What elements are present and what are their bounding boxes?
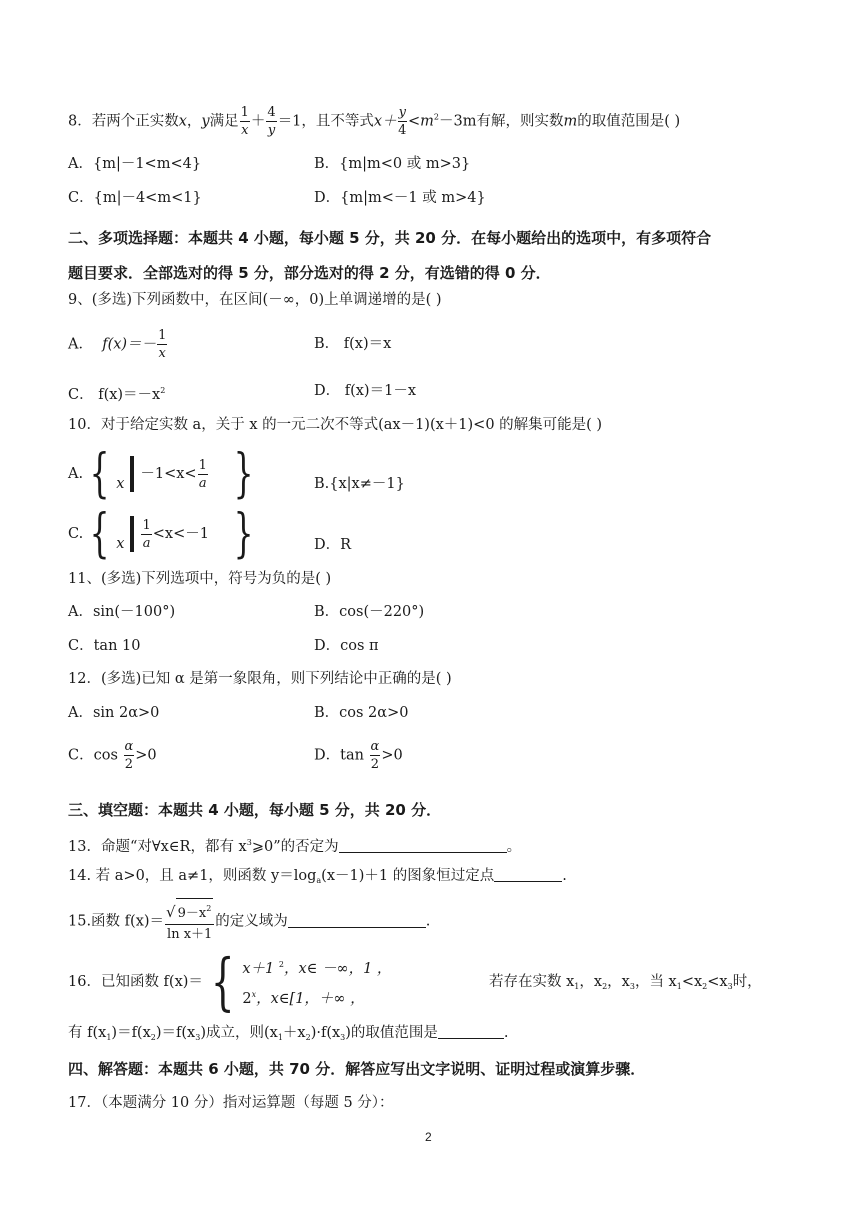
q12-d-frac-num: α (370, 739, 380, 754)
right-brace-icon: } (234, 504, 254, 564)
q11-stem: 11、(多选)下列选项中，符号为负的是( ) (68, 571, 332, 587)
q8-frac-4y-num: 4 (267, 105, 276, 120)
q8-frac-4y (266, 104, 276, 139)
q8-option-b: B．{m|m<0 或 m>3} (314, 156, 471, 172)
q8-option-d: D．{m|m<－1 或 m>4} (314, 190, 486, 206)
q16-l2g: )的取值范围是 (345, 1025, 438, 1041)
q16-sub-t2: 2 (305, 1033, 311, 1042)
q9-option-c-text: C． f(x)＝－x (68, 387, 161, 403)
q12-option-c-frac (124, 738, 135, 773)
right-brace-icon: } (233, 444, 254, 504)
q8-option-c: C．{m|－4<m<1} (68, 190, 202, 206)
q10-option-c-label: C. (68, 526, 84, 542)
q8-frac-1x-num: 1 (240, 105, 249, 120)
q8-plus: ＋ (250, 113, 266, 130)
q8-frac-1x-den: x (241, 123, 249, 138)
q12-option-c (68, 738, 157, 773)
q8-var-x: x (178, 113, 187, 130)
q9-option-a (68, 327, 168, 362)
q9-frac-num: 1 (158, 328, 167, 343)
q14-text-rest: (x－1)＋1 的图象恒过定点 (321, 868, 495, 884)
q9-frac-den: x (158, 346, 166, 361)
q16-l2e: ＋x (282, 1025, 306, 1041)
q12-c-frac-num: α (124, 739, 134, 754)
q14-end: . (562, 868, 567, 884)
q14-answer-blank[interactable] (494, 866, 562, 882)
q17-stem: 17．（本题满分 10 分）指对运算题（每题 5 分）： (68, 1095, 394, 1111)
left-brace-icon: { (89, 444, 110, 504)
q8-frac-y4 (398, 104, 407, 139)
q15-answer-blank[interactable] (288, 912, 426, 928)
q8-text-b: 满足 (209, 113, 239, 130)
q16-when: 时， (732, 974, 762, 990)
q15-sqrt-body (176, 898, 214, 924)
sqrt-icon: √ (166, 903, 176, 921)
q16-rest2: ，当 x (634, 974, 677, 990)
q15-stem (68, 898, 430, 945)
q16-l2f: )·f(x (310, 1025, 341, 1041)
q13-end: 。 (506, 839, 522, 855)
q10-option-c-frac (141, 517, 151, 552)
q13-sup: 3 (246, 838, 252, 847)
q12-stem: 12．(多选)已知 α 是第一象限角，则下列结论中正确的是( ) (68, 671, 452, 687)
q11-option-c: C．tan 10 (68, 638, 141, 654)
q10-option-c-frac-num: 1 (142, 517, 151, 533)
q10-option-a-frac (198, 457, 208, 492)
q10-option-a (68, 444, 260, 507)
q12-option-d-gt: >0 (381, 747, 403, 764)
q15-frac (165, 898, 214, 945)
q16-sub-r2: 2 (602, 982, 608, 991)
q15-sqrt-text: 9－x (177, 906, 207, 921)
q9-option-a-label: A． (68, 336, 93, 353)
q8-frac-y4-num: y (398, 105, 406, 120)
q16-right-text: 若存在实数 x (489, 974, 575, 990)
q8-sup-2: 2 (433, 112, 439, 122)
q9-option-d: D． f(x)＝1－x (314, 383, 416, 399)
q16-sub-s1: 1 (106, 1033, 112, 1042)
q16-rc: ，x (579, 974, 603, 990)
q16-end: . (503, 1025, 509, 1041)
q15-text-rest: 的定义域为 (215, 913, 288, 930)
q16-lt2: <x (707, 974, 728, 990)
section2-heading-line2: 题目要求．全部选对的得 5 分，部分选对的得 2 分，有选错的得 0 分． (68, 264, 551, 282)
q10-option-b: B.{x|x≠－1} (314, 476, 405, 492)
q10-option-c (68, 504, 260, 567)
q16-case2-base: 2 (242, 991, 252, 1007)
q12-option-d-frac (370, 738, 381, 773)
q10-stem: 10．对于给定实数 a，关于 x 的一元二次不等式(ax－1)(x＋1)<0 的解集可能是( ) (68, 417, 603, 433)
q16-lt: <x (681, 974, 703, 990)
q16-cases (242, 952, 391, 1012)
q16-case2-domain: ，x∈[1，＋∞ ， (256, 991, 365, 1007)
q10-option-c-frac-den: a (142, 535, 151, 551)
q16-sub-l2: 2 (702, 982, 708, 991)
q10-option-a-x: x (116, 476, 125, 492)
q15-text: 15.函数 f(x)＝ (68, 913, 165, 930)
q11-option-b: B．cos(－220°) (314, 604, 425, 620)
q8-minus3m: －3m (438, 113, 477, 130)
q10-option-a-frac-num: 1 (198, 457, 207, 473)
q8-var-y: y (201, 113, 210, 130)
q16-sub-l3: 3 (727, 982, 733, 991)
q16-sub-t3: 3 (340, 1033, 346, 1042)
q14-text: 14. 若 a>0，且 a≠1，则函数 y＝log (68, 868, 317, 884)
q15-sqrt-sup: 2 (206, 904, 212, 913)
q16-answer-blank[interactable] (438, 1023, 504, 1039)
q16-case1-expr: x＋1 (242, 961, 279, 977)
q10-option-d: D．R (314, 537, 352, 553)
q16-case2 (242, 982, 391, 1012)
q12-option-c-gt: >0 (135, 747, 157, 764)
q14-sub: a (316, 876, 322, 885)
q8-frac-1x (240, 104, 250, 139)
q10-option-a-frac-den: a (198, 475, 207, 491)
left-brace-icon: { (89, 504, 110, 564)
q15-frac-num (165, 898, 214, 925)
q16-sub-s2: 2 (150, 1033, 156, 1042)
q13-stem (68, 832, 521, 858)
q16-sub-l1: 1 (676, 982, 682, 991)
q16-stem-line1 (68, 945, 392, 1018)
q8-stem (68, 104, 680, 139)
q16-case2-sup: x (251, 990, 257, 999)
q10-option-a-bar (130, 456, 134, 492)
q10-option-a-label: A. (68, 466, 84, 482)
q12-option-b: B．cos 2α>0 (314, 705, 409, 721)
q14-stem (68, 865, 567, 892)
q8-comma: ， (186, 113, 202, 130)
q8-var-m2: m (563, 113, 578, 130)
q8-frac-y4-den: 4 (398, 123, 407, 138)
q8-var-m: m (420, 113, 434, 130)
q8-frac-4y-den: y (267, 123, 276, 138)
q16-sub-s3: 3 (195, 1033, 201, 1042)
q8-text-d: 的取值范围是( ) (577, 113, 681, 130)
left-brace-icon: { (210, 945, 235, 1018)
q16-l2d: )成立，则(x (200, 1025, 278, 1041)
q16-l2a: 有 f(x (68, 1025, 107, 1041)
q9-option-c (68, 380, 165, 406)
q16-stem-line2 (68, 1022, 509, 1049)
q10-option-c-x: x (116, 536, 125, 552)
q15-frac-den: ln x＋1 (167, 927, 213, 942)
q11-option-a: A．sin(－100°) (68, 604, 176, 620)
q8-xplus: x＋ (373, 113, 397, 130)
q16-sub-r3: 3 (629, 982, 635, 991)
q9-stem: 9、(多选)下列函数中，在区间(－∞，0)上单调递增的是( ) (68, 292, 442, 308)
q16-text: 16．已知函数 f(x)＝ (68, 974, 203, 990)
q12-d-frac-den: 2 (370, 757, 380, 772)
q10-option-c-bar (130, 516, 134, 552)
q12-option-d (314, 738, 403, 773)
q12-option-d-label: D．tan (314, 747, 364, 764)
q13-answer-blank[interactable] (339, 837, 507, 853)
page-number: 2 (425, 1130, 432, 1144)
q10-option-c-cond: <x<－1 (152, 526, 209, 542)
q8-number: 8． (68, 113, 92, 130)
q16-l2b: )＝f(x (111, 1025, 151, 1041)
q16-case1-sup: 2 (278, 960, 284, 969)
q12-c-frac-den: 2 (124, 757, 134, 772)
q9-option-a-frac (157, 327, 167, 362)
q9-option-c-sup: 2 (160, 386, 166, 395)
q9-option-b: B． f(x)＝x (314, 336, 392, 352)
q13-text: 13．命题“对∀x∈R，都有 x (68, 839, 247, 855)
q13-text-rest: ⩾0”的否定为 (251, 839, 339, 855)
q8-lt: < (407, 113, 421, 130)
q16-sub-r1: 1 (574, 982, 580, 991)
q16-case1-domain: ，x∈ －∞，1 ， (283, 961, 392, 977)
q16-l2c: )＝f(x (155, 1025, 196, 1041)
q8-text-a: 若两个正实数 (91, 113, 179, 130)
section4-heading: 四、解答题：本题共 6 小题，共 70 分．解答应写出文字说明、证明过程或演算步骤． (68, 1060, 646, 1078)
q16-case1 (242, 952, 391, 982)
q8-option-a: A．{m|－1<m<4} (68, 156, 202, 172)
section3-heading: 三、填空题：本题共 4 小题，每小题 5 分，共 20 分． (68, 801, 442, 819)
q12-option-c-label: C．cos (68, 747, 118, 764)
q16-rc2: ，x (607, 974, 630, 990)
q8-text-c: 有解，则实数 (476, 113, 564, 130)
q16-stem-line1-right (489, 971, 762, 998)
q9-option-a-fx: f(x)＝－ (102, 336, 157, 353)
q16-sub-t1: 1 (277, 1033, 283, 1042)
q10-option-a-cond: －1<x< (140, 466, 197, 482)
q12-option-a: A．sin 2α>0 (68, 705, 160, 721)
q15-end: . (425, 913, 431, 930)
section2-heading-line1: 二、多项选择题：本题共 4 小题，每小题 5 分，共 20 分．在每小题给出的选项中，有多项符合 (68, 229, 712, 247)
q8-text-eq: ＝1，且不等式 (277, 113, 374, 130)
q11-option-d: D．cos π (314, 638, 379, 654)
